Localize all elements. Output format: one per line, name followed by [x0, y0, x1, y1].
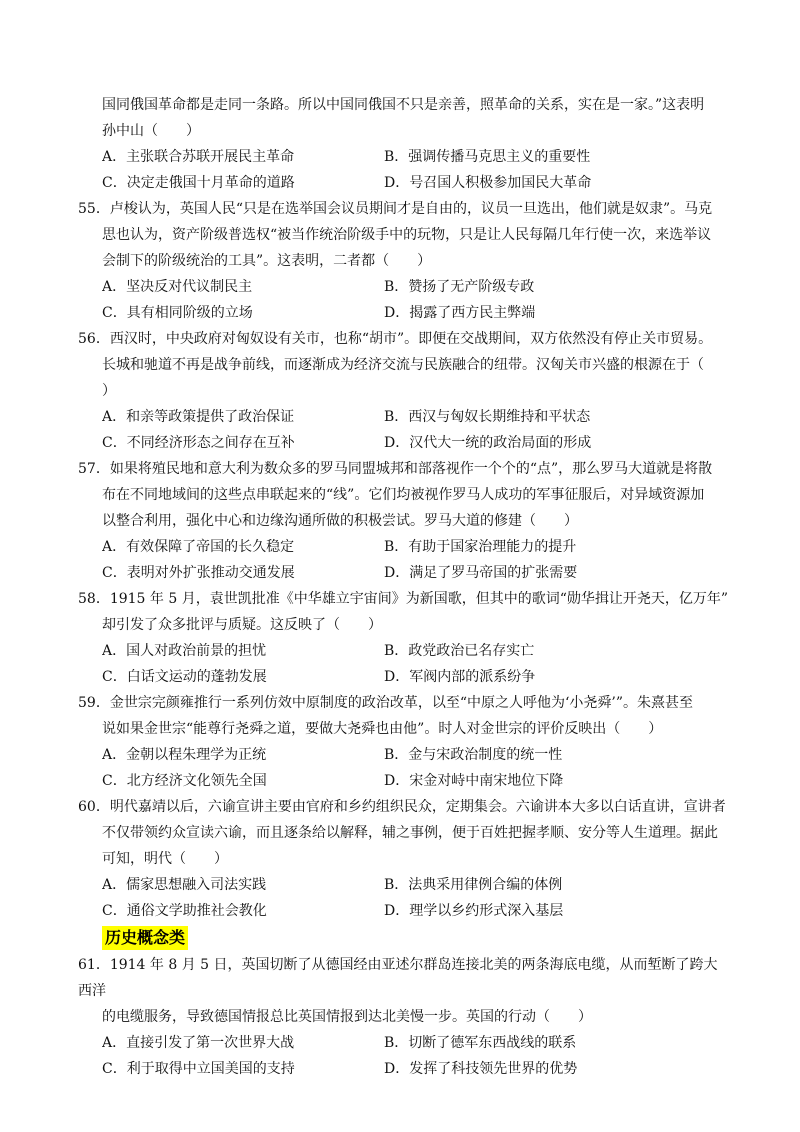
- question-61-options: [78, 1030, 728, 1082]
- question-56-option-a: A．和亲等政策提供了政治保证: [102, 409, 295, 425]
- question-56-options: [78, 404, 728, 456]
- question-57-option-d: D．满足了罗马帝国的扩张需要: [384, 565, 578, 581]
- question-59-option-b: B．金与宋政治制度的统一性: [384, 747, 563, 763]
- question-54-option-b: B．强调传播马克思主义的重要性: [384, 149, 591, 165]
- question-57-option-a: A．有效保障了帝国的长久稳定: [102, 539, 295, 555]
- question-56-line-3: ）: [102, 383, 116, 399]
- question-59: [78, 690, 728, 794]
- question-56: [78, 326, 728, 456]
- question-list: [78, 92, 728, 1082]
- question-55: [78, 196, 728, 326]
- question-54: [78, 92, 728, 196]
- question-57-options: [78, 534, 728, 586]
- question-60: [78, 794, 728, 924]
- question-61-option-d: D．发挥了科技领先世界的优势: [384, 1061, 578, 1077]
- question-58-option-d: D．军阀内部的派系纷争: [384, 669, 536, 685]
- question-58-option-b: B．政党政治已名存实亡: [384, 643, 535, 659]
- question-58-option-c: C．白话文运动的蓬勃发展: [102, 669, 267, 685]
- question-61-line-1: 61．1914 年 8 月 5 日，英国切断了从德国经由亚述尔群岛连接北美的两条海底电缆，从而堑断了跨大西洋: [78, 957, 718, 999]
- question-60-option-a: A．儒家思想融入司法实践: [102, 877, 267, 893]
- question-56-option-c: C．不同经济形态之间存在互补: [102, 435, 295, 451]
- question-61-option-c: C．利于取得中立国美国的支持: [102, 1061, 295, 1077]
- question-58-line-1: 58．1915 年 5 月，袁世凯批准《中华雄立宇宙间》为新国歌，但其中的歌词“勋华揖让开尧天，亿万年”: [78, 591, 729, 607]
- section-heading-row: [78, 924, 728, 952]
- question-59-line-2: 说如果金世宗“能尊行尧舜之道，要做大尧舜也由他”。时人对金世宗的评价反映出（ ）: [102, 721, 663, 737]
- question-61-option-b: B．切断了德军东西战线的联系: [384, 1035, 577, 1051]
- question-57: [78, 456, 728, 586]
- question-60-option-d: D．理学以乡约形式深入基层: [384, 903, 564, 919]
- question-56-option-b: B．西汉与匈奴长期维持和平状态: [384, 409, 591, 425]
- question-55-option-b: B．赞扬了无产阶级专政: [384, 279, 535, 295]
- question-60-option-b: B．法典采用律例合编的体例: [384, 877, 563, 893]
- question-58: [78, 586, 728, 690]
- question-55-option-d: D．揭露了西方民主弊端: [384, 305, 536, 321]
- question-60-options: [78, 872, 728, 924]
- question-56-line-2: 长城和驰道不再是战争前线，而逐渐成为经济交流与民族融合的纽带。汉匈关市兴盛的根源在于（: [102, 357, 704, 373]
- question-54-line-1: 国同俄国革命都是走同一条路。所以中国同俄国不只是亲善，照革命的关系，实在是一家。”这表明: [102, 97, 705, 113]
- question-61-option-a: A．直接引发了第一次世界大战: [102, 1035, 295, 1051]
- question-60-line-1: 60．明代嘉靖以后，六谕宣讲主要由官府和乡约组织民众，定期集会。六谕讲本大多以白话直讲，宣讲者: [78, 799, 726, 815]
- question-55-line-1: 55．卢梭认为，英国人民“只是在选举国会议员期间才是自由的，议员一旦选出，他们就是奴隶”。马克: [78, 201, 713, 217]
- question-56-option-d: D．汉代大一统的政治局面的形成: [384, 435, 592, 451]
- question-58-line-2: 却引发了众多批评与质疑。这反映了（ ）: [102, 617, 382, 633]
- question-57-line-2: 布在不同地域间的这些点串联起来的“线”。它们均被视作罗马人成功的军事征服后，对异域资源加: [102, 487, 705, 503]
- question-54-option-c: C．决定走俄国十月革命的道路: [102, 175, 295, 191]
- question-54-option-a: A．主张联合苏联开展民主革命: [102, 149, 295, 165]
- question-59-line-1: 59．金世宗完颜雍推行一系列仿效中原制度的政治改革，以至“中原之人呼他为‘小尧舜’”。朱熹甚至: [78, 695, 694, 711]
- question-55-options: [78, 274, 728, 326]
- question-60-line-3: 可知，明代（ ）: [102, 851, 228, 867]
- section-title: 历史概念类: [102, 926, 188, 950]
- question-60-option-c: C．通俗文学助推社会教化: [102, 903, 267, 919]
- question-58-options: [78, 638, 728, 690]
- question-54-option-d: D．号召国人积极参加国民大革命: [384, 175, 592, 191]
- question-54-options: [78, 144, 728, 196]
- question-58-option-a: A．国人对政治前景的担忧: [102, 643, 267, 659]
- question-59-option-c: C．北方经济文化领先全国: [102, 773, 267, 789]
- question-61-line-2: 的电缆服务，导致德国情报总比英国情报到达北美慢一步。英国的行动（ ）: [102, 1009, 592, 1025]
- question-54-line-2: 孙中山（ ）: [102, 123, 200, 139]
- question-56-line-1: 56．西汉时，中央政府对匈奴设有关市，也称“胡市”。即便在交战期间，双方依然没有停止关市贸易。: [78, 331, 713, 347]
- question-57-option-c: C．表明对外扩张推动交通发展: [102, 565, 295, 581]
- question-59-option-d: D．宋金对峙中南宋地位下降: [384, 773, 564, 789]
- question-55-option-c: C．具有相同阶级的立场: [102, 305, 253, 321]
- question-61: [78, 952, 728, 1082]
- question-57-line-1: 57．如果将殖民地和意大利为数众多的罗马同盟城邦和部落视作一个个的“点”，那么罗马大道就是将散: [78, 461, 713, 477]
- question-55-option-a: A．坚决反对代议制民主: [102, 279, 253, 295]
- question-57-option-b: B．有助于国家治理能力的提升: [384, 539, 577, 555]
- question-59-options: [78, 742, 728, 794]
- question-59-option-a: A．金朝以程朱理学为正统: [102, 747, 267, 763]
- question-60-line-2: 不仅带领约众宣读六谕，而且逐条给以解释，辅之事例，便于百姓把握孝顺、安分等人生道理。据此: [102, 825, 718, 841]
- question-55-line-3: 会制下的阶级统治的工具”。这表明，二者都（ ）: [102, 253, 432, 269]
- question-55-line-2: 思也认为，资产阶级普选权“被当作统治阶级手中的玩物，只是让人民每隔几年行使一次，来选举议: [102, 227, 712, 243]
- question-57-line-3: 以整合利用，强化中心和边缘沟通所做的积极尝试。罗马大道的修建（ ）: [102, 513, 578, 529]
